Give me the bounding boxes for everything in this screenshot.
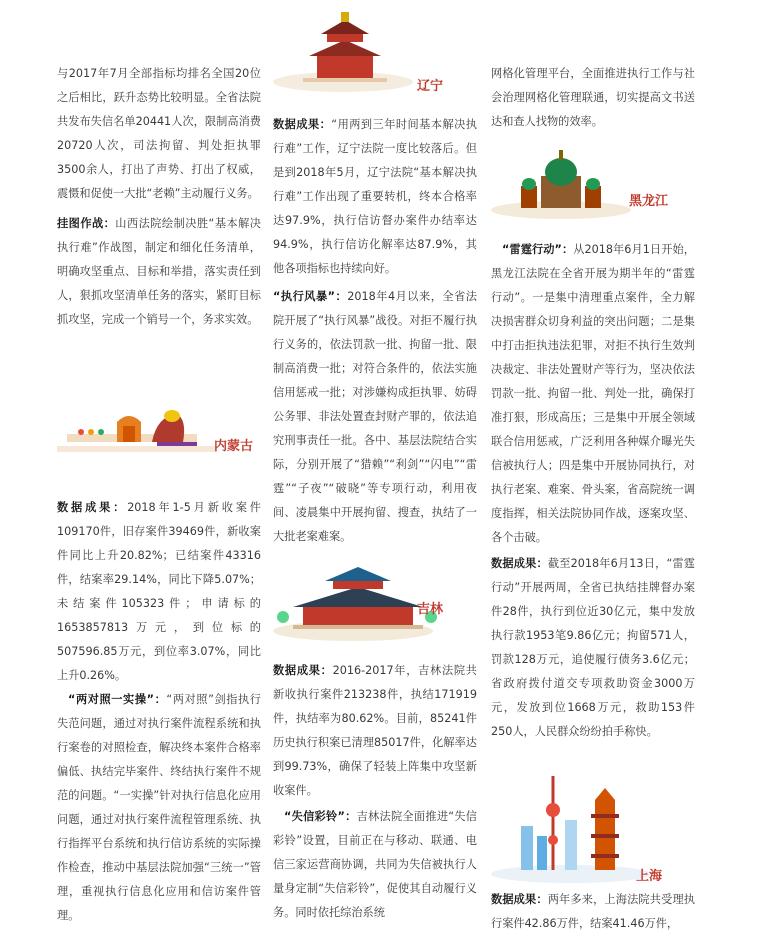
- paragraph-continued: 网格化管理平台，全面推进执行工作与社会治理网格化管理联通，切实提高文书送达和查人找物的效率。: [491, 67, 695, 128]
- heading-shixin: “失信彩铃”：: [284, 810, 357, 823]
- region-banner-jilin: [273, 561, 477, 659]
- heading-liangduizhao: “两对照一实操”：: [68, 693, 167, 706]
- region-banner-shanghai: [491, 770, 695, 888]
- liaoning-illustration: [273, 0, 477, 100]
- column-3: [491, 0, 695, 930]
- heading-data-shanghai: 数据成果：: [491, 893, 548, 906]
- paragraph-data-liaoning: 数据成果：“用两到三年时间基本解决执行难”工作，辽宁法院一度比较落后。但是到2018年5月，辽宁法院“基本解决执行难”工作出现了重要转机，终本合格率达97.9%，执行信访督办案件办结率达94.9%，执行信访化解率达87.9%，其他各项指标也持续向好。: [273, 118, 477, 275]
- column-1: [57, 0, 261, 922]
- region-name-liaoning: 辽宁: [417, 79, 444, 94]
- region-name-neimenggu: 内蒙古: [214, 439, 254, 454]
- heading-data: 数据成果：: [57, 501, 128, 514]
- paragraph-shixin: “失信彩铃”：吉林法院全面推进“失信彩铃”设置，目前正在与移动、联通、电信三家运营商协调，共同为失信被执行人量身定制“失信彩铃”，促使其自动履行义务。同时依托综治系统: [273, 810, 477, 919]
- paragraph-intro: 与2017年7月全部指标均排名全国20位之后相比，跃升态势比较明显。全省法院共发布失信名单20441人次，限制高消费20720人次，司法拘留、判处拒执罪3500余人，打出了声势、打出了权威，震慑和促使一大批“老赖”主动履行义务。: [57, 67, 261, 200]
- heading-data-liaoning: 数据成果：: [273, 118, 332, 131]
- heading-guapai: 挂图作战：: [57, 217, 116, 230]
- paragraph-fengbao: “执行风暴”：2018年4月以来，全省法院开展了“执行风暴”战役。对拒不履行执行义务的，依法罚款一批、拘留一批、限制高消费一批；对符合条件的，依法实施信用惩戒一批；对涉嫌构成拒执罪、妨碍公务罪、非法处置查封财产罪的，依法追究刑事责任一批。各中、基层法院结合实际，分别开展了“猎赖”“利剑”“闪电”“雷霆”“子夜”“破晓”等专项行动，利用夜间、凌晨集中开展拘留、搜查，执结了一大批老案难案。: [273, 290, 477, 543]
- paragraph-liangduizhao: “两对照一实操”：“两对照”剑指执行失范问题，通过对执行案件流程系统和执行案卷的对照检查，解决终本案件合格率偏低、执结完毕案件、终结执行案件不规范的问题。“一实操”针对执行信息化应用问题，通过对执行案件流程管理系统、执行指挥平台系统和执行信访系统的实际操作检查，推动中基层法院加强“三统一”管理，重视执行信息化应用和信访案件管理。: [57, 693, 261, 922]
- region-name-heilongjiang: 黑龙江: [629, 194, 669, 209]
- heading-data-jilin: 数据成果：: [273, 664, 333, 677]
- paragraph-data-jilin: 数据成果：2016-2017年，吉林法院共新收执行案件213238件，执结171919件，执结率为80.62%。目前，85241件历史执行积案已清理85017件，化解率达到99.73%，确保了轻装上阵集中攻坚新收案件。: [273, 664, 477, 797]
- paragraph-guapai: 挂图作战：山西法院绘制决胜“基本解决执行难”作战图，制定和细化任务清单，明确攻坚重点、目标和举措，落实责任到人，狠抓攻坚清单任务的落实，紧盯目标抓攻坚，完成一个销号一个，务求实效。: [57, 217, 261, 326]
- jilin-illustration: [273, 561, 477, 651]
- shanghai-illustration: [491, 770, 695, 888]
- paragraph-data-heilongjiang: 数据成果：截至2018年6月13日，“雷霆行动”开展两周，全省已执结挂牌督办案件28件，执行到位近30亿元，集中发放执行款1953笔9.86亿元；拘留571人，罚款128万元，追使履行债务3.6亿元；省政府拨付道交专项救助资金3000万元，发放到位1668万元，救助153件250人，人民群众纷纷拍手称快。: [491, 557, 695, 738]
- paragraph-data-shanghai: 数据成果：两年多来，上海法院共受理执行案件42.86万件，结案41.46万件，: [491, 893, 695, 930]
- heading-fengbao: “执行风暴”：: [273, 290, 348, 303]
- region-banner-heilongjiang: [491, 146, 695, 228]
- heading-leiting: “雷霆行动”：: [502, 243, 574, 256]
- paragraph-data-neimenggu: 数据成果：2018年1-5月新收案件109170件，旧存案件39469件，新收案件同比上升20.82%；已结案件43316件，结案率29.14%，同比下降5.07%；未结案件105323件；申请标的1653857813万元，到位标的507596.85万元，到位率3.07%，同比上升0.26%。: [57, 501, 261, 682]
- column-2: [273, 0, 477, 919]
- region-name-shanghai: 上海: [636, 869, 663, 884]
- region-name-jilin: 吉林: [417, 602, 444, 617]
- heading-data-heilongjiang: 数据成果：: [491, 557, 548, 570]
- region-banner-liaoning: [273, 0, 477, 105]
- paragraph-leiting: “雷霆行动”：从2018年6月1日开始，黑龙江法院在全省开展为期半年的“雷霆行动”。一是集中清理重点案件，全力解决损害群众切身利益的突出问题；二是集中打击拒执违法犯罪，对拒不执行生效判决裁定、非法处置财产等行为，坚决依法罚款一批、拘留一批、判处一批，确保打准打狠，形成高压；三是集中开展全领域联合信用惩戒，广泛利用各种媒介曝光失信被执行人；四是集中开展协同执行，对执行老案、难案、骨头案，省高院统一调度指挥，相关法院协同作战，逐案攻坚、各个击破。: [491, 243, 695, 544]
- heilongjiang-illustration: [491, 146, 695, 228]
- region-banner-neimenggu: [57, 396, 261, 486]
